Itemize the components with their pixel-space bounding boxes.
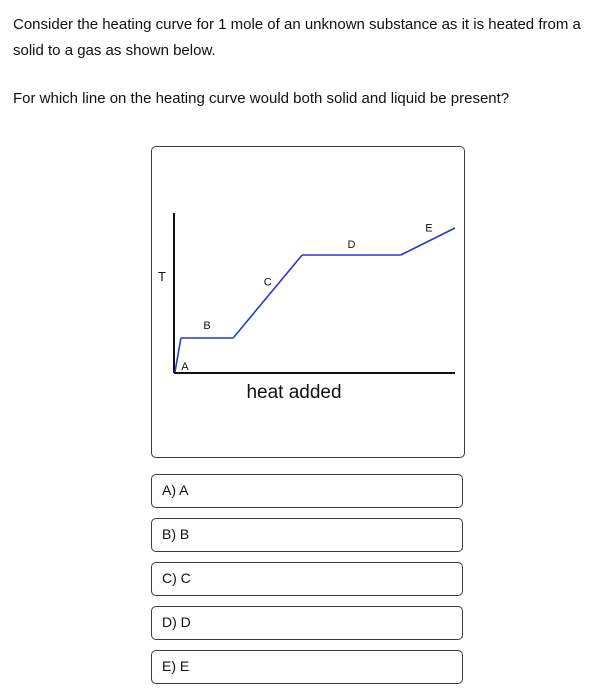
x-axis-label: heat added [246,382,342,403]
question-prompt: For which line on the heating curve would both solid and liquid be present? [13,90,510,107]
option-a[interactable]: A) A [151,474,463,508]
segment-label-b: B [203,320,211,332]
heating-curve-chart [152,147,464,457]
option-e[interactable]: E) E [151,650,463,684]
segment-label-e: E [425,222,433,235]
option-c[interactable]: C) C [151,562,463,596]
segment-label-c: C [263,276,272,289]
segment-label-a: A [181,361,189,373]
heating-curve-figure [151,146,465,458]
curve-segment-a [175,338,181,372]
question-intro: Consider the heating curve for 1 mole of an unknown substance as it is heated from a solid to a gas as shown below. [13,16,581,59]
option-d[interactable]: D) D [151,606,463,640]
y-axis-label: T [158,269,166,284]
option-b[interactable]: B) B [151,518,463,552]
segment-label-d: D [347,239,356,251]
curve-segment-c [233,255,302,338]
